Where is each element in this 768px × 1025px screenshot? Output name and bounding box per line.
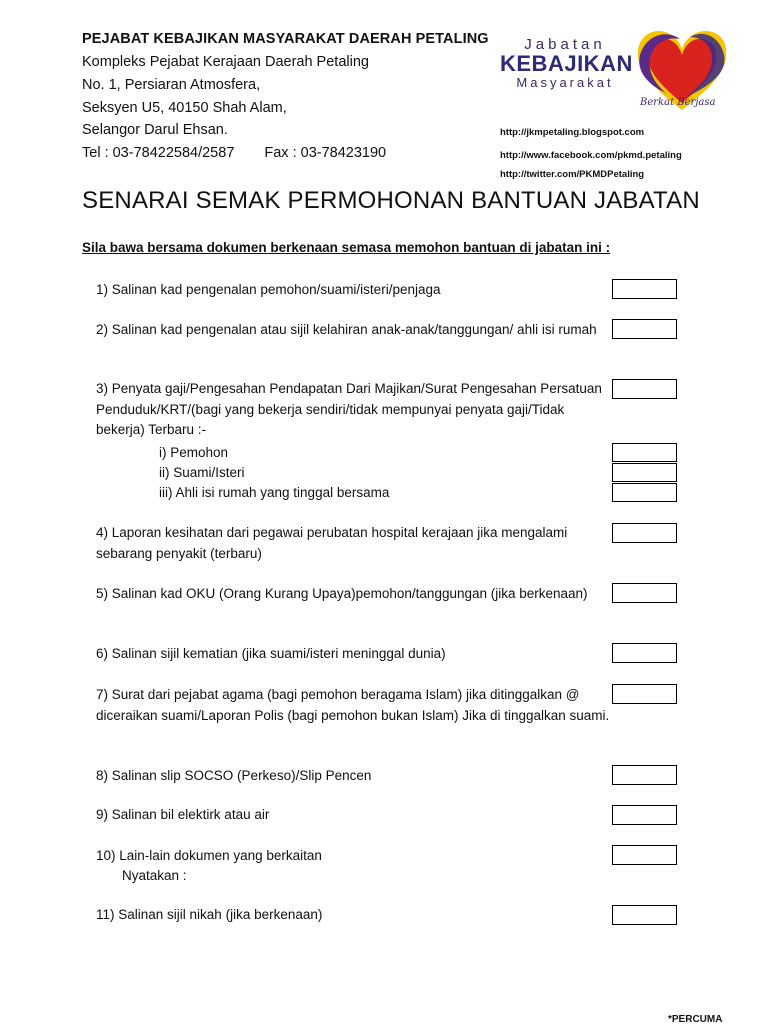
address-line-1: Kompleks Pejabat Kerajaan Daerah Petaling [82, 54, 369, 70]
checklist-item-2: 2) Salinan kad pengenalan atau sijil kelahiran anak-anak/tanggungan/ ahli isi rumah [96, 322, 597, 337]
checklist-item-7: 7) Surat dari pejabat agama (bagi pemohon beragama Islam) jika ditinggalkan @ diceraikan suami/Laporan Polis (bagi pemohon bukan Islam) Jika di tinggalkan suami. [96, 687, 610, 723]
blog-link[interactable]: http://jkmpetaling.blogspot.com [500, 127, 645, 138]
office-name: PEJABAT KEBAJIKAN MASYARAKAT DAERAH PETALING [82, 31, 489, 47]
item-10-specify-label: Nyatakan : [122, 868, 187, 883]
telephone: Tel : 03-78422584/2587 [82, 145, 235, 161]
facebook-link[interactable]: http://www.facebook.com/pkmd.petaling [500, 150, 682, 161]
checklist-item-4: 4) Laporan kesihatan dari pegawai perubatan hospital kerajaan jika mengalami sebarang penyakit (terbaru) [96, 525, 568, 561]
checkbox-item-1[interactable] [612, 279, 677, 299]
address-line-4: Selangor Darul Ehsan. [82, 122, 228, 138]
item-3-sub-pemohon: i) Pemohon [159, 445, 229, 460]
checkbox-item-11[interactable] [612, 905, 677, 925]
twitter-link[interactable]: http://twitter.com/PKMDPetaling [500, 169, 645, 180]
checkbox-item-6[interactable] [612, 643, 677, 663]
checkbox-item-5[interactable] [612, 583, 677, 603]
department-logo-text [500, 36, 633, 90]
checklist-item-1: 1) Salinan kad pengenalan pemohon/suami/isteri/penjaga [96, 282, 441, 297]
checklist-item-10: 10) Lain-lain dokumen yang berkaitan [96, 848, 322, 863]
checkbox-item-7[interactable] [612, 684, 677, 704]
checkbox-item-8[interactable] [612, 765, 677, 785]
fax: Fax : 03-78423190 [264, 145, 387, 161]
checkbox-item-3[interactable] [612, 379, 677, 399]
checkbox-item-3-ii[interactable] [612, 463, 677, 482]
checklist-item-11: 11) Salinan sijil nikah (jika berkenaan) [96, 907, 323, 922]
address-line-2: No. 1, Persiaran Atmosfera, [82, 77, 261, 93]
checkbox-item-3-i[interactable] [612, 443, 677, 462]
checklist-item-5: 5) Salinan kad OKU (Orang Kurang Upaya)pemohon/tanggungan (jika berkenaan) [96, 586, 588, 601]
contact-line [82, 145, 386, 161]
checkbox-item-9[interactable] [612, 805, 677, 825]
logo-line-1: Jabatan [524, 36, 606, 53]
checkbox-item-3-iii[interactable] [612, 483, 677, 502]
logo-line-2: KEBAJIKAN [500, 51, 633, 76]
address-line-3: Seksyen U5, 40150 Shah Alam, [82, 100, 287, 116]
checkbox-item-10[interactable] [612, 845, 677, 865]
free-of-charge-note: *PERCUMA [668, 1014, 723, 1025]
instruction-text: Sila bawa bersama dokumen berkenaan semasa memohon bantuan di jabatan ini : [82, 240, 611, 255]
checklist-item-8: 8) Salinan slip SOCSO (Perkeso)/Slip Pencen [96, 768, 372, 783]
document-title: SENARAI SEMAK PERMOHONAN BANTUAN JABATAN [82, 187, 700, 214]
logo-line-3: Masyarakat [516, 75, 614, 90]
logo-slogan: Berkat Berjasa [640, 97, 716, 108]
checkbox-item-2[interactable] [612, 319, 677, 339]
checkbox-item-4[interactable] [612, 523, 677, 543]
checklist-item-9: 9) Salinan bil elektirk atau air [96, 807, 270, 822]
item-3-sub-suami-isteri: ii) Suami/Isteri [159, 465, 245, 480]
checklist-item-6: 6) Salinan sijil kematian (jika suami/isteri meninggal dunia) [96, 646, 446, 661]
checklist-item-3: 3) Penyata gaji/Pengesahan Pendapatan Dari Majikan/Surat Pengesahan Persatuan Penduduk/KRT/(bagi yang bekerja sendiri/tidak mempunyai penyata gaji/Tidak bekerja) Terbaru :- [96, 381, 602, 437]
item-3-sub-ahli-isi-rumah: iii) Ahli isi rumah yang tinggal bersama [159, 485, 390, 500]
